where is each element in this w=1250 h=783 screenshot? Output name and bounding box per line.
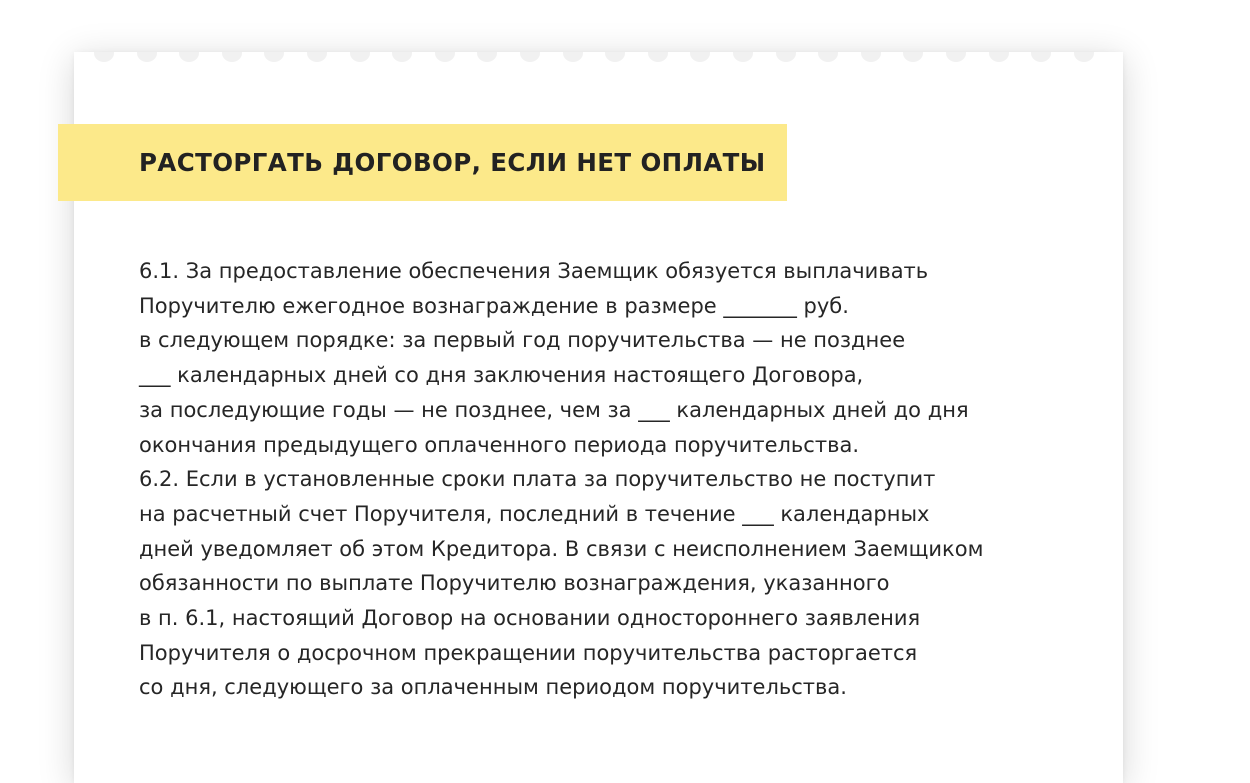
perforation-notch bbox=[605, 52, 625, 62]
perforation-notch bbox=[861, 52, 881, 62]
text-line: дней уведомляет об этом Кредитора. В связи с неисполнением Заемщиком bbox=[139, 536, 984, 561]
perforation-notch bbox=[946, 52, 966, 62]
perforation-notch bbox=[137, 52, 157, 62]
perforation-notch bbox=[179, 52, 199, 62]
text-line: 6.2. Если в установленные сроки плата за поручительство не поступит bbox=[139, 467, 936, 492]
text-line: со дня, следующего за оплаченным периодом поручительства. bbox=[139, 675, 847, 700]
perforation-notch bbox=[1074, 52, 1094, 62]
text-line: окончания предыдущего оплаченного периода поручительства. bbox=[139, 432, 859, 457]
text-line: Поручителю ежегодное вознаграждение в размере _______ руб. bbox=[139, 293, 849, 318]
perforation-notch bbox=[903, 52, 923, 62]
text-line: в следующем порядке: за первый год поручительства — не позднее bbox=[139, 328, 906, 353]
perforation-notch bbox=[520, 52, 540, 62]
perforation-notch bbox=[648, 52, 668, 62]
perforated-edge bbox=[74, 52, 1123, 64]
perforation-notch bbox=[392, 52, 412, 62]
text-line: обязанности по выплате Поручителю вознаграждения, указанного bbox=[139, 571, 890, 596]
perforation-notch bbox=[264, 52, 284, 62]
contract-clause-text bbox=[139, 254, 983, 705]
perforation-notch bbox=[776, 52, 796, 62]
text-line: 6.1. За предоставление обеспечения Заемщик обязуется выплачивать bbox=[139, 259, 929, 283]
perforation-notch bbox=[690, 52, 710, 62]
text-line: Поручителя о досрочном прекращении поручительства расторгается bbox=[139, 640, 918, 665]
text-line: за последующие годы — не позднее, чем за ___ календарных дней до дня bbox=[139, 397, 969, 422]
perforation-notch bbox=[818, 52, 838, 62]
text-line: в п. 6.1, настоящий Договор на основании одностороннего заявления bbox=[139, 606, 921, 631]
text-line: на расчетный счет Поручителя, последний в течение ___ календарных bbox=[139, 501, 930, 526]
perforation-notch bbox=[477, 52, 497, 62]
perforation-notch bbox=[222, 52, 242, 62]
perforation-notch bbox=[94, 52, 114, 62]
perforation-notch bbox=[989, 52, 1009, 62]
perforation-notch bbox=[435, 52, 455, 62]
perforation-notch bbox=[563, 52, 583, 62]
perforation-notch bbox=[1031, 52, 1051, 62]
perforation-notch bbox=[307, 52, 327, 62]
document-heading: РАСТОРГАТЬ ДОГОВОР, ЕСЛИ НЕТ ОПЛАТЫ bbox=[139, 148, 766, 177]
perforation-notch bbox=[350, 52, 370, 62]
perforation-notch bbox=[733, 52, 753, 62]
text-line: ___ календарных дней со дня заключения настоящего Договора, bbox=[139, 363, 864, 388]
